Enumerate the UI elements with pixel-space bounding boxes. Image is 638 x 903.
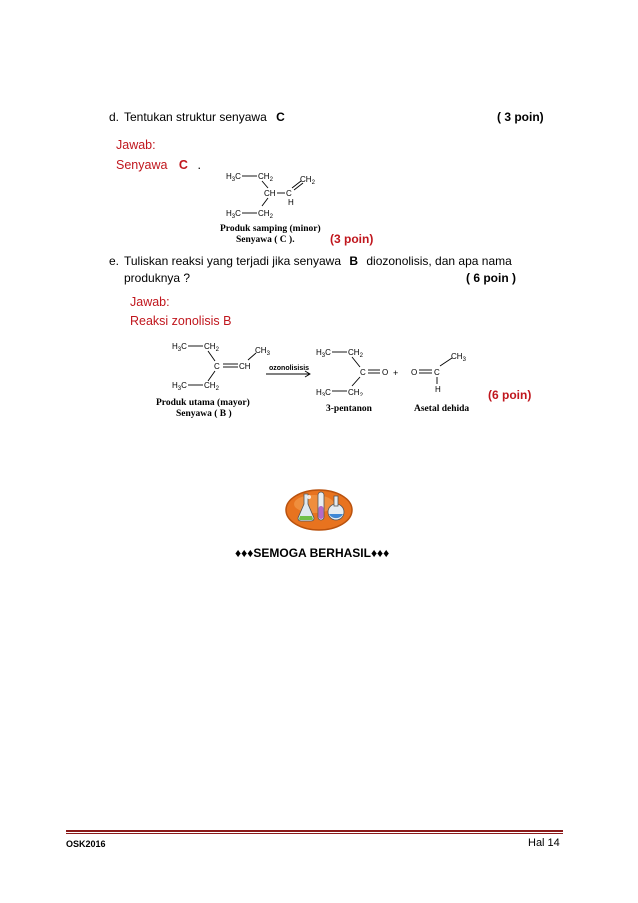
struct-c-ch2-sub-bottom: 2 (269, 214, 273, 220)
bond-4b (294, 183, 303, 190)
closing-message (235, 546, 389, 560)
svg-text:CH2: $CH_2$ (204, 381, 219, 392)
footer-left: OSK2016 (66, 839, 106, 849)
svg-text:CH2: $CH_2$ (348, 348, 363, 359)
svg-text:H: H (435, 385, 441, 394)
bond-2 (262, 181, 268, 188)
answer-e-jawab: Jawab: (130, 295, 170, 309)
question-d-text (124, 110, 285, 124)
bond-4a (292, 181, 301, 188)
answer-d-compound: C (178, 158, 188, 172)
product2-caption: Asetal dehida (414, 404, 470, 414)
svg-text:C: C (214, 362, 220, 371)
question-e-line1 (124, 254, 512, 268)
svg-text:H3C: $H_3C$ (172, 342, 187, 353)
svg-text:CH2: $CH_2$ (348, 388, 363, 396)
svg-text:H3C: $H_3C$ (172, 381, 187, 392)
answer-d-dot: . (197, 158, 201, 172)
ozonolysis-reaction-diagram (168, 336, 488, 396)
struct-c-ch: CH (264, 189, 276, 198)
question-e-points: ( 6 poin ) (466, 271, 516, 285)
question-e-line2: produknya ? (124, 271, 191, 285)
svg-text:CH2 (300, 175, 316, 186)
svg-text:H3C (226, 209, 241, 220)
struct-c-h: H (288, 198, 294, 207)
question-e-text-b: diozonolisis, dan apa nama (366, 254, 512, 268)
struct-c-c-top: C (235, 172, 241, 181)
answer-d-caption2: Senyawa ( C ). (236, 235, 295, 245)
answer-d-senyawa-line (116, 158, 201, 172)
footer-rule-thin (66, 833, 563, 834)
svg-text:H3C (226, 172, 241, 183)
struct-c-sub3-bottom: 3 (231, 214, 236, 220)
svg-text:C: C (434, 368, 440, 377)
question-e-text-a: Tuliskan reaksi yang terjadi jika senyawa (124, 254, 341, 268)
product1-caption: 3-pentanon (326, 404, 372, 414)
closing-text: SEMOGA BERHASIL (253, 546, 371, 560)
reactant-caption2: Senyawa ( B ) (176, 409, 232, 419)
answer-e-reaksi: Reaksi zonolisis B (130, 314, 232, 328)
diamonds-left: ♦♦♦ (235, 546, 254, 560)
svg-text:C: C (360, 368, 366, 377)
answer-d-caption1: Produk samping (minor) (220, 224, 321, 234)
svg-text:CH2 (258, 209, 274, 220)
reaction-plus: + (393, 368, 399, 378)
struct-c-c-bottom: C (235, 209, 241, 218)
reactant-caption1: Produk utama (mayor) (156, 398, 250, 408)
svg-text:O: O (411, 368, 418, 377)
chemistry-flasks-icon (284, 484, 354, 532)
struct-c-c: C (286, 189, 292, 198)
footer-rule-thick (66, 830, 563, 832)
svg-text:H3C: $H_3C$ (316, 348, 331, 359)
question-d-compound: C (276, 110, 285, 124)
struct-c-h-bottom: H (226, 209, 232, 218)
svg-text:CH2: $CH_2$ (204, 342, 219, 353)
struct-c-ch2-bottom: CH (258, 209, 270, 218)
struct-c-h-top: H (226, 172, 232, 181)
answer-d-senyawa: Senyawa (116, 158, 168, 172)
struct-c-ch2-terminal: CH (300, 175, 312, 184)
svg-text:CH: CH (239, 362, 251, 371)
reaction-arrow-label: ozonolisisis (269, 365, 310, 372)
question-d-points: ( 3 poin) (497, 110, 544, 124)
svg-text:CH2 (258, 172, 274, 183)
answer-d-jawab: Jawab: (116, 138, 156, 152)
struct-c-ch2-top: CH (258, 172, 270, 181)
answer-d-points: (3 poin) (330, 232, 374, 246)
svg-text:CH3: $CH_3$ (255, 346, 270, 357)
bond-5 (262, 198, 268, 206)
struct-c-ch2-sub-terminal: 2 (311, 180, 315, 186)
question-d-body: Tentukan struktur senyawa (124, 110, 267, 124)
structure-c-diagram (222, 168, 332, 224)
struct-c-ch2-sub-top: 2 (269, 177, 273, 183)
diamonds-right: ♦♦♦ (370, 546, 390, 560)
answer-e-points: (6 poin) (488, 388, 532, 402)
question-d-label: d. (109, 110, 120, 124)
svg-text:O: O (382, 368, 389, 377)
struct-c-sub3-top: 3 (231, 177, 236, 183)
svg-text:CH3: $CH_3$ (451, 352, 466, 363)
svg-text:H3C: $H_3C$ (316, 388, 331, 396)
question-e-label: e. (109, 254, 120, 268)
footer-page-number: Hal 14 (528, 837, 560, 849)
question-e-compound: B (349, 254, 359, 268)
